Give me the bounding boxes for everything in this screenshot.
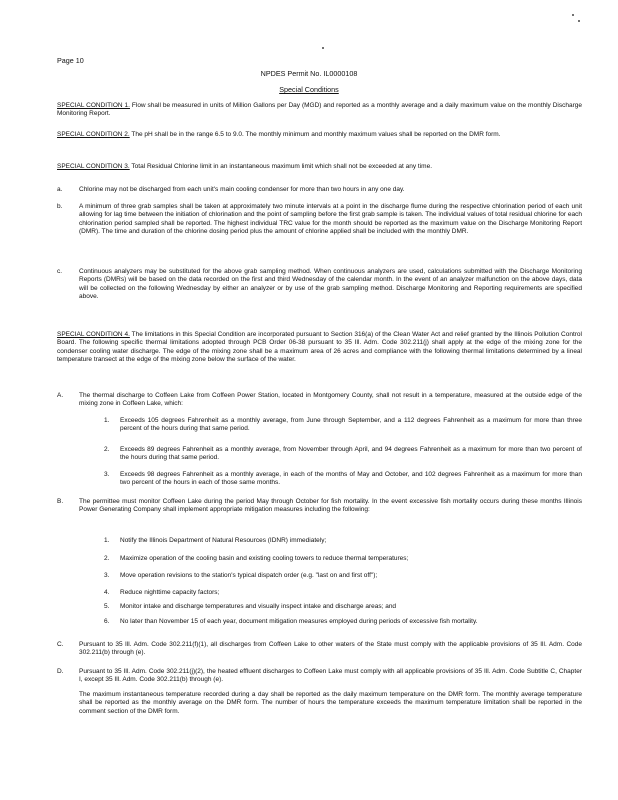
condition-text: The pH shall be in the range 6.5 to 9.0. The monthly minimum and monthly maximum values shall be reported on the DMR form. [131,131,501,138]
condition-text: The limitations in this Special Condition are incorporated pursuant to Section 316(a) of the Clean Water Act and relief granted by the Illinois Pollution Control Board. The following specific thermal limitations adopted through PCB Order 06-38 pursuant to 35 Ill. Adm. Code 302.211(j) shall apply at the edge of the mixing zone for the condenser cooling water discharge. The edge of the mixing zone shall be a maximum area of 26 acres and compliance with the following thermal limitations determined by a lineal temperature transect at the edge of the mixing zone below the surface of the water. [57,331,582,364]
thermal-limit-item: Exceeds 89 degrees Fahrenheit as a monthly average, from November through April, and 94 degrees Fahrenheit as a maximum for more than two percent of the hours during that same period. [120,446,582,462]
condition-3-item-a: Chlorine may not be discharged from each unit's main cooling condenser for more than two hours in any one day. [79,186,405,193]
condition-4-item-a: The thermal discharge to Coffeen Lake from Coffeen Power Station, located in Montgomery County, shall not result in a temperature, measured at the outside edge of the mixing zone in Coffeen Lake, which: [79,392,582,408]
permit-title: NPDES Permit No. IL0000108 [260,69,358,78]
item-letter: a. [57,186,63,193]
condition-label: SPECIAL CONDITION 1. [57,102,130,109]
condition-4-item-c: Pursuant to 35 Ill. Adm. Code 302.211(f)(1), all discharges from Coffeen Lake to other waters of the State must comply with the applicable provisions of 35 Ill. Adm. Code 302.211(b) through (e). [79,641,582,657]
item-number: 4. [104,589,110,596]
condition-3-item-b: A minimum of three grab samples shall be taken at approximately two minute intervals at a point in the discharge flume during the respective chlorination period of each unit allowing for lag time between the initiation of chlorination and the point of sampling before the first grab sample is taken. The individual values of total residual chlorine for each chlorination period sampled shall be reported. The highest individual TRC value for the month should be reported as the maximum value on the Discharge Monitoring Report (DMR). The time and duration of the chlorine dosing period plus the amount of chlorine applied shall be included with the monthly DMR. [79,203,582,236]
condition-4-item-b: The permittee must monitor Coffeen Lake during the period May through October for fish mortality. In the event excessive fish mortality occurs during these months Illinois Power Generating Company shall implement appropriate mitigation measures including the following: [79,498,582,514]
scan-speck [322,47,324,49]
temperature-reporting-paragraph: The maximum instantaneous temperature recorded during a day shall be reported as the daily maximum temperature on the DMR form. The monthly average temperature shall be reported as the monthly average on the DMR form. The number of hours the temperature exceeds the maximum temperature limitation shall be reported in the comment section of the DMR form. [79,691,582,715]
thermal-limit-item: Exceeds 98 degrees Fahrenheit as a monthly average, in each of the months of May and October, and 102 degrees Fahrenheit as a maximum for more than two percent of the hours in each of those same months. [120,471,582,487]
condition-label: SPECIAL CONDITION 4. [57,331,130,338]
mitigation-measure: Maximize operation of the cooling basin and existing cooling towers to reduce thermal temperatures; [120,555,409,562]
special-condition-2 [57,131,582,149]
item-number: 3. [104,471,110,478]
thermal-limit-item: Exceeds 105 degrees Fahrenheit as a monthly average, from June through September, and a 112 degrees Fahrenheit as a maximum for more than three percent of the hours during that same period. [120,417,582,433]
special-condition-4 [57,331,582,365]
mitigation-measure: Move operation revisions to the station's typical dispatch order (e.g. "last on and first off"); [120,572,378,579]
item-number: 6. [104,618,110,625]
mitigation-measure: Monitor intake and discharge temperatures and visually inspect intake and discharge areas; and [120,603,397,610]
condition-text: Total Residual Chlorine limit in an instantaneous maximum limit which shall not be exceeded at any time. [131,163,433,170]
mitigation-measure: No later than November 15 of each year, document mitigation measures employed during periods of excessive fish mortality. [120,618,478,625]
item-letter: A. [57,392,64,399]
scan-speck [578,20,580,22]
item-letter: B. [57,498,64,505]
condition-label: SPECIAL CONDITION 2. [57,131,130,138]
item-number: 1. [104,537,110,544]
section-title: Special Conditions [279,85,339,94]
item-number: 5. [104,603,110,610]
page-number: Page 10 [57,56,84,65]
item-letter: b. [57,203,63,210]
condition-4-item-d: Pursuant to 35 Ill. Adm. Code 302.211(j)(2), the heated effluent discharges to Coffeen Lake must comply with all applicable provisions of 35 Ill. Adm. Code Subtitle C, Chapter I, except 35 Ill. Adm. Code 302.211(b) through (e). [79,668,582,684]
scan-speck [572,14,574,16]
item-number: 3. [104,572,110,579]
special-condition-1 [57,102,582,120]
item-number: 2. [104,446,110,453]
item-letter: C. [57,641,64,648]
item-letter: c. [57,268,63,275]
special-condition-3 [57,163,582,173]
condition-text: Flow shall be measured in units of Million Gallons per Day (MGD) and reported as a monthly average and a daily maximum value on the monthly Discharge Monitoring Report. [57,102,582,118]
item-letter: D. [57,668,64,675]
item-number: 2. [104,555,110,562]
item-number: 1. [104,417,110,424]
mitigation-measure: Reduce nighttime capacity factors; [120,589,220,596]
mitigation-measure: Notify the Illinois Department of Natural Resources (IDNR) immediately; [120,537,327,544]
condition-3-item-c: Continuous analyzers may be substituted for the above grab sampling method. When continuous analyzers are used, calculations submitted with the Discharge Monitoring Reports (DMRs) will be based on the data recorded on the first and third Wednesday of the calendar month. In the event of an analyzer malfunction on the above days, data will be collected on the following Wednesday by either an analyzer or by use of the grab sampling method. Discharge Monitoring and Reporting requirements are specified above. [79,268,582,301]
condition-label: SPECIAL CONDITION 3. [57,163,130,170]
